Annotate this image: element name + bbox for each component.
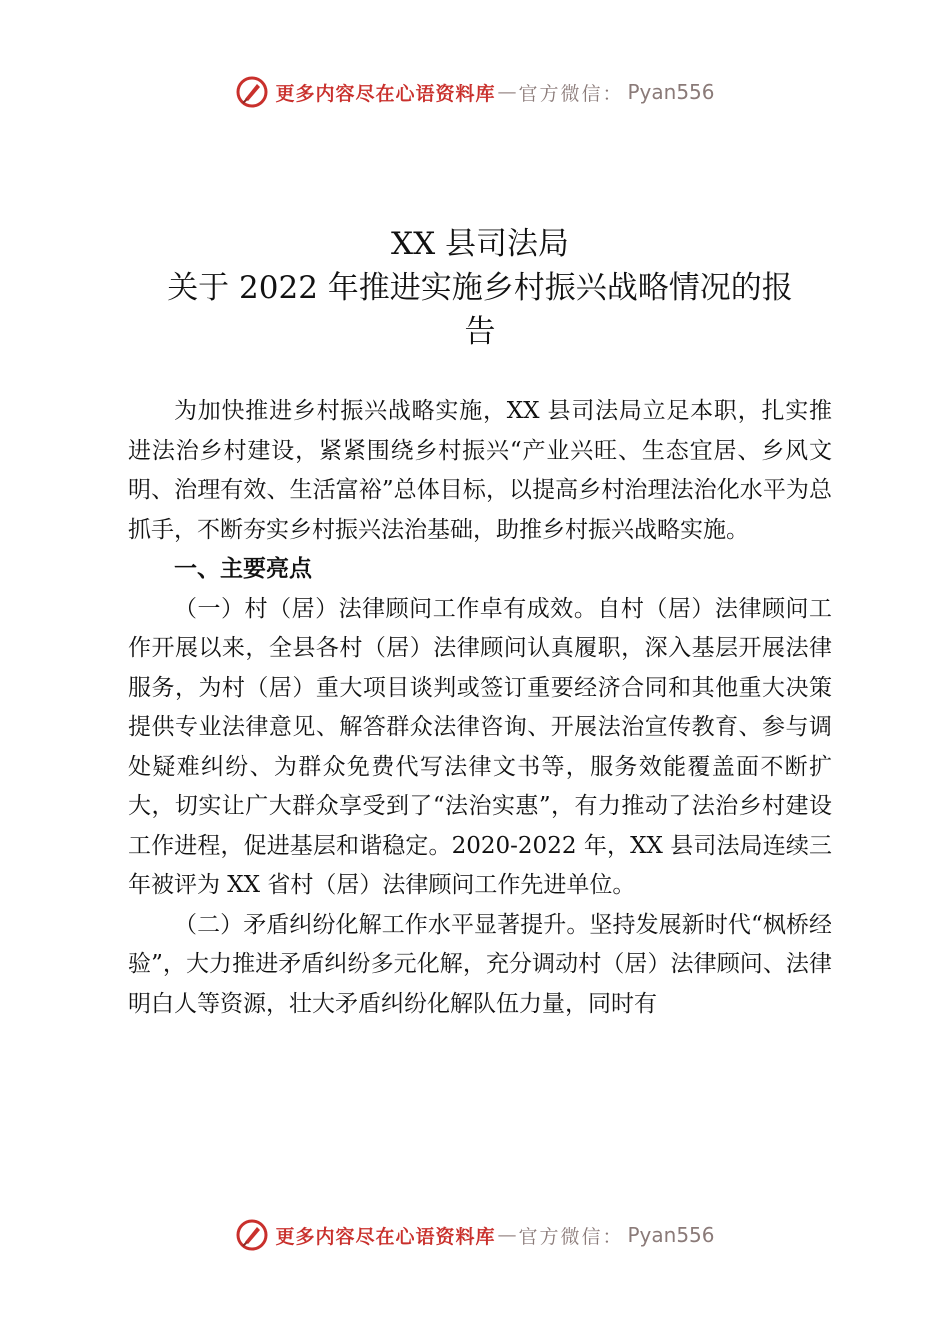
- banner-account: Pyan556: [627, 1223, 715, 1247]
- quill-pen-logo-icon: [235, 75, 269, 109]
- section-paragraph-1: （一）村（居）法律顾问工作卓有成效。自村（居）法律顾问工作开展以来，全县各村（居）法律顾问认真履职，深入基层开展法律服务，为村（居）重大项目谈判或签订重要经济合同和其他重大决策提供专业法律意见、解答群众法律咨询、开展法治宣传教育、参与调处疑难纠纷、为群众免费代写法律文书等，服务效能覆盖面不断扩大，切实让广大群众享受到了“法治实惠”，有力推动了法治乡村建设工作进程，促进基层和谐稳定。2020-2022 年，XX 县司法局连续三年被评为 XX 省村（居）法律顾问工作先进单位。: [128, 595, 832, 898]
- title-line-2: 关于 2022 年推进实施乡村振兴战略情况的报: [167, 270, 793, 306]
- header-banner: [0, 72, 950, 112]
- title-line-3: 告: [464, 314, 496, 350]
- banner-label: 官方微信：: [518, 82, 624, 105]
- document-body: [128, 392, 832, 1024]
- section-paragraph-2: （二）矛盾纠纷化解工作水平显著提升。坚持发展新时代“枫桥经验”，大力推进矛盾纠纷多元化解，充分调动村（居）法律顾问、法律明白人等资源，壮大矛盾纠纷化解队伍力量，同时有: [128, 911, 832, 1017]
- document-title: [128, 222, 832, 354]
- quill-pen-logo-icon: [235, 1218, 269, 1252]
- banner-account: Pyan556: [627, 80, 715, 104]
- banner-label: 官方微信：: [518, 1225, 624, 1248]
- intro-paragraph: 为加快推进乡村振兴战略实施，XX 县司法局立足本职，扎实推进法治乡村建设，紧紧围绕乡村振兴“产业兴旺、生态宜居、乡风文明、治理有效、生活富裕”总体目标，以提高乡村治理法治化水平为总抓手，不断夯实乡村振兴法治基础，助推乡村振兴战略实施。: [128, 398, 832, 543]
- section-heading: 一、主要亮点: [174, 556, 312, 582]
- banner-text: 更多内容尽在心语资料库: [275, 82, 496, 105]
- title-line-1: XX 县司法局: [391, 226, 569, 262]
- banner-separator: —: [497, 81, 517, 103]
- footer-banner: [0, 1215, 950, 1255]
- banner-separator: —: [497, 1224, 517, 1246]
- banner-text: 更多内容尽在心语资料库: [275, 1225, 496, 1248]
